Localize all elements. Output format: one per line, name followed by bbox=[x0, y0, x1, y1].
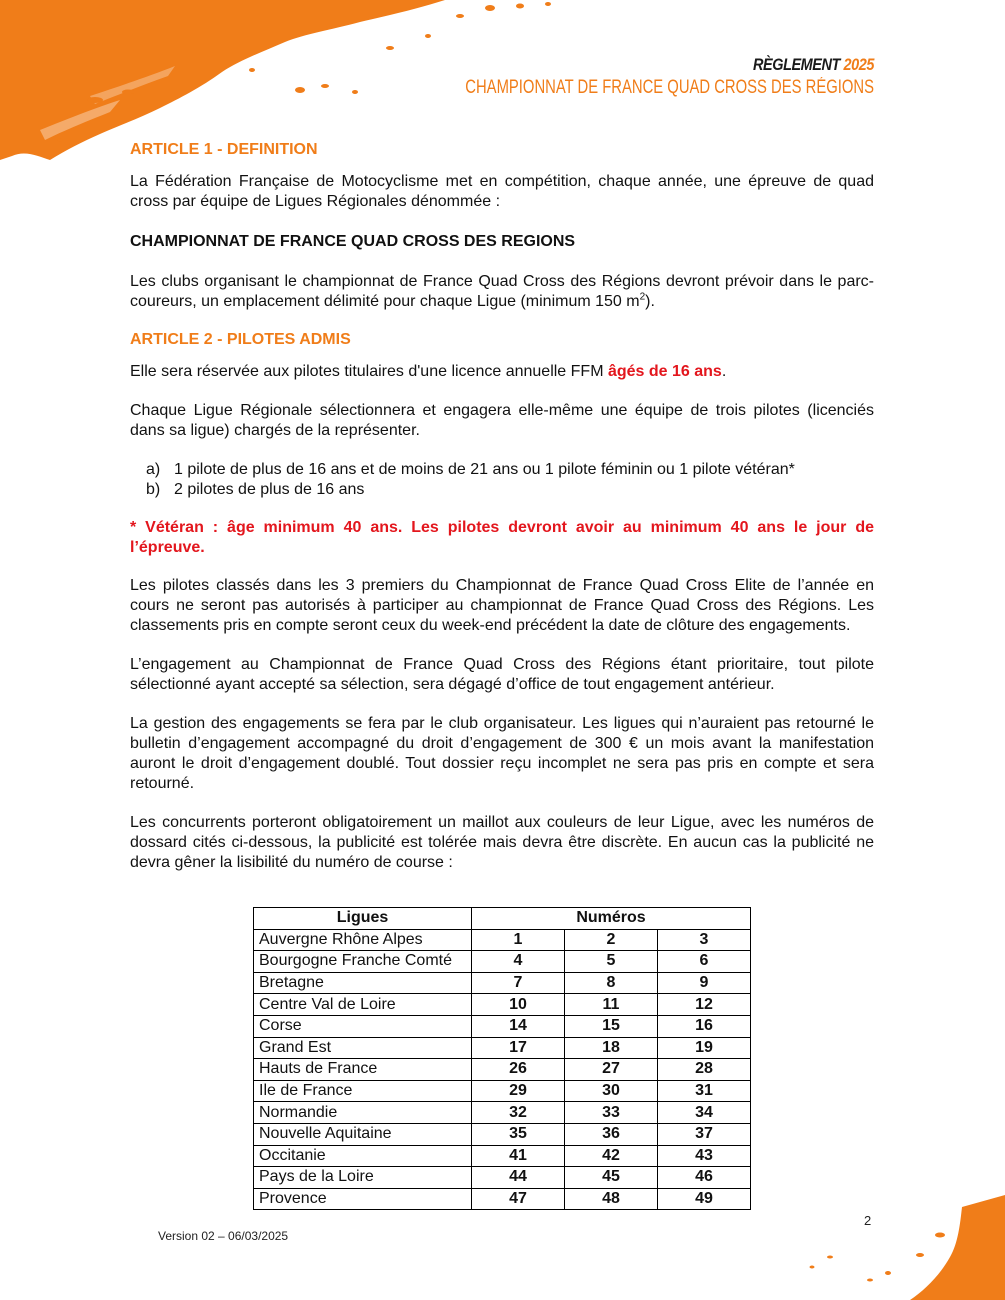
bib-number-cell: 3 bbox=[658, 929, 751, 951]
article1-paragraph2-end: ). bbox=[645, 293, 655, 310]
table-row bbox=[254, 1059, 751, 1081]
bib-number-cell: 45 bbox=[565, 1167, 658, 1189]
bib-number-cell: 12 bbox=[658, 994, 751, 1016]
bib-number-cell: 34 bbox=[658, 1102, 751, 1124]
bib-number-cell: 35 bbox=[472, 1123, 565, 1145]
article1-heading: ARTICLE 1 - DEFINITION bbox=[130, 141, 318, 158]
bib-number-cell: 42 bbox=[565, 1145, 658, 1167]
ligue-name-cell: Nouvelle Aquitaine bbox=[254, 1123, 472, 1145]
table-row bbox=[254, 1188, 751, 1210]
bib-number-cell: 31 bbox=[658, 1080, 751, 1102]
bib-number-cell: 11 bbox=[565, 994, 658, 1016]
article2-paragraph6: Les concurrents porteront obligatoirement un maillot aux couleurs de leur Ligue, avec les numéros de dossard cités ci-dessous, la publicité est tolérée mais devra être discrète. En aucun cas la publicité ne devra gêner la lisibilité du numéro de course : bbox=[130, 814, 874, 871]
article2-heading: ARTICLE 2 - PILOTES ADMIS bbox=[130, 331, 351, 348]
document-body bbox=[130, 140, 874, 873]
ligue-name-cell: Provence bbox=[254, 1188, 472, 1210]
table-row bbox=[254, 1037, 751, 1059]
ligue-name-cell: Normandie bbox=[254, 1102, 472, 1124]
ligue-name-cell: Hauts de France bbox=[254, 1059, 472, 1081]
pilot-list bbox=[130, 460, 874, 500]
ligue-name-cell: Occitanie bbox=[254, 1145, 472, 1167]
table-row bbox=[254, 1145, 751, 1167]
list-item-text: 1 pilote de plus de 16 ans et de moins de 21 ans ou 1 pilote féminin ou 1 pilote vétéran* bbox=[174, 461, 795, 478]
orange-splash-decoration-bottom bbox=[790, 1195, 1005, 1300]
ligue-name-cell: Grand Est bbox=[254, 1037, 472, 1059]
veteran-note: * Vétéran : âge minimum 40 ans. Les pilotes devront avoir au minimum 40 ans le jour de l’épreuve. bbox=[130, 519, 874, 556]
bib-number-cell: 7 bbox=[472, 972, 565, 994]
table-row bbox=[254, 1167, 751, 1189]
bib-number-cell: 48 bbox=[565, 1188, 658, 1210]
column-header-numeros: Numéros bbox=[472, 908, 751, 930]
article1-paragraph2-text: Les clubs organisant le championnat de France Quad Cross des Régions devront prévoir dans le parc-coureurs, un emplacement délimité pour chaque Ligue (minimum 150 m bbox=[130, 273, 874, 310]
age-requirement-highlight: âgés de 16 ans bbox=[607, 363, 722, 380]
bib-number-cell: 36 bbox=[565, 1123, 658, 1145]
header-championship-title: CHAMPIONNAT DE FRANCE QUAD CROSS DES RÉGIONS bbox=[465, 77, 874, 98]
table-row bbox=[254, 1080, 751, 1102]
bib-number-cell: 19 bbox=[658, 1037, 751, 1059]
bib-number-cell: 43 bbox=[658, 1145, 751, 1167]
bib-number-cell: 26 bbox=[472, 1059, 565, 1081]
ligue-name-cell: Ile de France bbox=[254, 1080, 472, 1102]
bib-number-cell: 6 bbox=[658, 951, 751, 973]
ligue-name-cell: Corse bbox=[254, 1015, 472, 1037]
bib-number-cell: 5 bbox=[565, 951, 658, 973]
bib-number-cell: 29 bbox=[472, 1080, 565, 1102]
bib-number-cell: 8 bbox=[565, 972, 658, 994]
list-item-label: a) bbox=[146, 461, 161, 478]
bib-number-cell: 10 bbox=[472, 994, 565, 1016]
document-header bbox=[350, 55, 874, 99]
bib-number-cell: 27 bbox=[565, 1059, 658, 1081]
bib-number-cell: 4 bbox=[472, 951, 565, 973]
table-row bbox=[254, 994, 751, 1016]
article2-paragraph1 bbox=[130, 362, 874, 382]
table-row bbox=[254, 929, 751, 951]
bib-number-cell: 28 bbox=[658, 1059, 751, 1081]
bib-number-cell: 2 bbox=[565, 929, 658, 951]
ligue-name-cell: Centre Val de Loire bbox=[254, 994, 472, 1016]
table-row bbox=[254, 1123, 751, 1145]
bib-number-cell: 14 bbox=[472, 1015, 565, 1037]
article2-paragraph3: Les pilotes classés dans les 3 premiers du Championnat de France Quad Cross Elite de l’année en cours ne seront pas autorisés à participer au championnat de France Quad Cross des Régions. Les classements pris en compte seront ceux du week-end précédent la date de clôture des engagements. bbox=[130, 577, 874, 634]
page-number: 2 bbox=[864, 1213, 872, 1228]
bib-number-cell: 47 bbox=[472, 1188, 565, 1210]
header-reglement bbox=[429, 55, 874, 75]
bib-number-cell: 33 bbox=[565, 1102, 658, 1124]
bib-number-cell: 30 bbox=[565, 1080, 658, 1102]
bib-numbers-table bbox=[253, 907, 751, 1210]
bib-number-cell: 44 bbox=[472, 1167, 565, 1189]
bib-number-cell: 46 bbox=[658, 1167, 751, 1189]
article2-paragraph1-end: . bbox=[721, 363, 727, 380]
table-row bbox=[254, 1102, 751, 1124]
bib-number-cell: 17 bbox=[472, 1037, 565, 1059]
list-item-text: 2 pilotes de plus de 16 ans bbox=[174, 481, 365, 498]
bib-number-cell: 37 bbox=[658, 1123, 751, 1145]
article1-paragraph2 bbox=[130, 272, 874, 312]
article2-paragraph5: La gestion des engagements se fera par le club organisateur. Les ligues qui n’auraient pas retourné le bulletin d’engagement accompagné du droit d’engagement de 300 € un mois avant la manifestation auront le droit d’engagement doublé. Tout dossier reçu incomplet ne sera pas pris en compte et sera retourné. bbox=[130, 715, 874, 792]
table-row bbox=[254, 1015, 751, 1037]
list-item bbox=[130, 480, 874, 500]
ligue-name-cell: Auvergne Rhône Alpes bbox=[254, 929, 472, 951]
column-header-ligues: Ligues bbox=[254, 908, 472, 930]
table-body bbox=[254, 929, 751, 1210]
bib-number-cell: 9 bbox=[658, 972, 751, 994]
list-item-label: b) bbox=[146, 481, 161, 498]
ligue-name-cell: Bretagne bbox=[254, 972, 472, 994]
bib-number-cell: 15 bbox=[565, 1015, 658, 1037]
article1-championship-title: CHAMPIONNAT DE FRANCE QUAD CROSS DES REGIONS bbox=[130, 233, 576, 250]
article1-paragraph1: La Fédération Française de Motocyclisme met en compétition, chaque année, une épreuve de quad cross par équipe de Ligues Régionales dénommée : bbox=[130, 173, 874, 210]
bib-number-cell: 16 bbox=[658, 1015, 751, 1037]
bib-number-cell: 18 bbox=[565, 1037, 658, 1059]
header-year: 2025 bbox=[843, 55, 874, 74]
bib-number-cell: 49 bbox=[658, 1188, 751, 1210]
table-header-row bbox=[254, 908, 751, 930]
header-reglement-label: RÈGLEMENT bbox=[753, 55, 840, 74]
ligue-name-cell: Pays de la Loire bbox=[254, 1167, 472, 1189]
bib-number-cell: 32 bbox=[472, 1102, 565, 1124]
article2-paragraph2: Chaque Ligue Régionale sélectionnera et engagera elle-même une équipe de trois pilotes (licenciés dans sa ligue) chargés de la représenter. bbox=[130, 402, 874, 439]
ligue-name-cell: Bourgogne Franche Comté bbox=[254, 951, 472, 973]
bib-number-cell: 41 bbox=[472, 1145, 565, 1167]
article2-paragraph1-text: Elle sera réservée aux pilotes titulaires d'une licence annuelle FFM bbox=[130, 363, 608, 380]
table-row bbox=[254, 951, 751, 973]
table-row bbox=[254, 972, 751, 994]
version-footer: Version 02 – 06/03/2025 bbox=[158, 1229, 289, 1243]
superscript-2: 2 bbox=[639, 291, 646, 303]
list-item bbox=[130, 460, 874, 480]
bib-number-cell: 1 bbox=[472, 929, 565, 951]
article2-paragraph4: L’engagement au Championnat de France Quad Cross des Régions étant prioritaire, tout pilote sélectionné ayant accepté sa sélection, sera dégagé d’office de tout engagement antérieur. bbox=[130, 656, 874, 693]
